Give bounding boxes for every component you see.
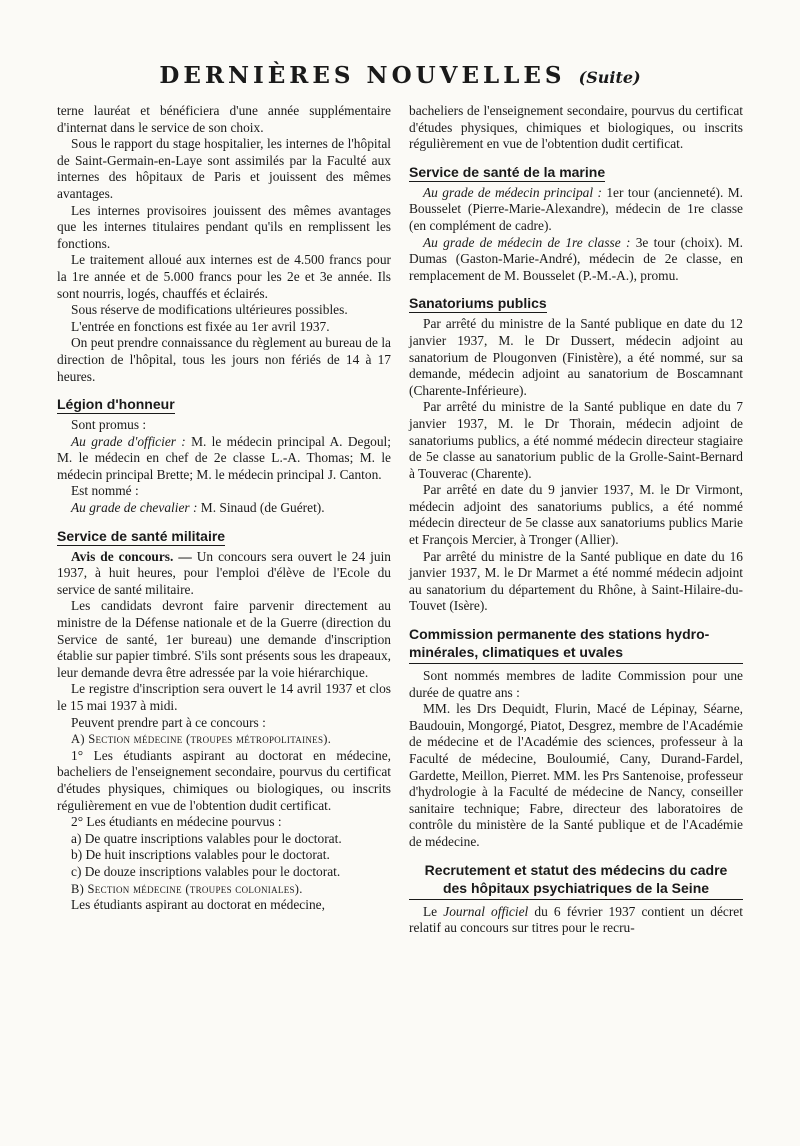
paragraph: Au grade de médecin de 1re classe : 3e tour (choix). M. Dumas (Gaston-Marie-André), médecin de 2e classe, en remplacement de M. Bousselet (P.-M.-A.), promu.: [409, 234, 743, 283]
section-heading-militaire: Service de santé militaire: [57, 527, 226, 544]
paragraph: 1° Les étudiants aspirant au doctorat en médecine, bacheliers de l'enseignement secondaire, pourvus du certificat d'études physiques, chimiques ou biologiques, ou inscrits régulièrement en vue de l'obtention dudit certificat.: [57, 747, 391, 813]
paragraph: Par arrêté du ministre de la Santé publique en date du 7 janvier 1937, M. le Dr Thorain, médecin adjoint de sanatoriums publics, a été nommé médecin directeur stagiaire de 5e classe au sanatorium public de la Grolle-Saint-Bernard à Touverac (Charente).: [409, 399, 743, 481]
paragraph: Les internes provisoires jouissent des mêmes avantages que les internes titulaires pendant qu'ils en remplissent les fonctions.: [57, 202, 391, 251]
paragraph: c) De douze inscriptions valables pour le doctorat.: [71, 863, 341, 879]
paragraph: A) Section médecine (troupes métropolitaines).: [71, 732, 332, 747]
paragraph: Le Journal officiel du 6 février 1937 contient un décret relatif au concours sur titres pour le recru-: [409, 903, 743, 936]
paragraph: Par arrêté du ministre de la Santé publique en date du 12 janvier 1937, M. le Dr Dussert, médecin adjoint au sanatorium de Plougonven (Finistère), a été nommé, sur sa demande, médecin adjoint au sanatorium de Boscamnant (Charente-Inférieure).: [409, 316, 743, 398]
paragraph: Au grade de médecin principal : 1er tour (ancienneté). M. Bousselet (Pierre-Marie-Alexandre), médecin de 1re classe (en complément de cadre).: [409, 184, 743, 233]
paragraph: Sont nommés membres de ladite Commission pour une durée de quatre ans :: [409, 668, 743, 700]
paragraph: Le traitement alloué aux internes est de 4.500 francs pour la 1re année et de 5.000 francs pour les 2e et 3e année. Ils sont nourris, logés, chauffés et éclairés.: [57, 252, 391, 301]
paragraph: On peut prendre connaissance du règlement au bureau de la direction de l'hôpital, tous les jours non fériés de 14 à 17 heures.: [57, 335, 391, 384]
paragraph: terne lauréat et bénéficiera d'une année supplémentaire d'internat dans le service de son choix.: [57, 103, 391, 135]
paragraph: bacheliers de l'enseignement secondaire, pourvus du certificat d'études physiques, chimiques et biologiques, ou inscrits régulièrement en vue de l'obtention dudit certificat.: [409, 103, 743, 152]
avis-label: Avis de concours. —: [71, 548, 192, 564]
section-heading-marine: Service de santé de la marine: [409, 163, 606, 180]
journal-title: Journal officiel: [443, 903, 529, 919]
grade-label: Au grade de médecin principal :: [423, 184, 602, 200]
paragraph: Les candidats devront faire parvenir directement au ministre de la Défense nationale et de la Guerre (direction du Service de santé, 1er bureau) une demande d'inscription établie sur papier timbré. S'ils sont présents sous les drapeaux, leur demande devra être adressée par la voie hiérarchique.: [57, 598, 391, 680]
section-heading-recrutement: Recrutement et statut des médecins du cadre des hôpitaux psychiatriques de la Seine: [409, 861, 743, 900]
grade-label: Au grade de médecin de 1re classe :: [423, 234, 631, 250]
page-title: DERNIÈRES NOUVELLES: [159, 62, 566, 89]
grade-label: Au grade de chevalier :: [71, 500, 198, 516]
paragraph: b) De huit inscriptions valables pour le doctorat.: [71, 847, 330, 863]
paragraph: MM. les Drs Dequidt, Flurin, Macé de Lépinay, Séarne, Baudouin, Mongorgé, Piatot, Desgrez, membre de l'Académie de médecine et de l'Académie des sciences, professeur à la Faculté de médecine, Bouloumié, Cany, Durand-Fardel, Gardette, Meillon, Pierret. MM. les Prs Santenoise, professeur d'hydrologie à la Faculté de médecine de Nancy, conseiller sanitaire technique; Fabre, directeur des laboratoires de contrôle du ministère de la Santé publique et de l'Académie de médecine.: [409, 701, 743, 849]
paragraph: Sont promus :: [71, 417, 147, 433]
paragraph: Par arrêté en date du 9 janvier 1937, M. le Dr Virmont, médecin adjoint des sanatoriums publics, a été nommé médecin directeur de 5e classe aux sanatoriums publics Marie et François Mercier, à Tronger (Allier).: [409, 482, 743, 548]
paragraph: Par arrêté du ministre de la Santé publique en date du 16 janvier 1937, M. le Dr Marmet a été nommé médecin adjoint au sanatorium du département du Rhône, à Saint-Hilaire-du-Touvet (Isère).: [409, 548, 743, 614]
section-heading-sanatoriums: Sanatoriums publics: [409, 295, 547, 312]
paragraph: Est nommé :: [71, 483, 139, 499]
grade-label: Au grade d'officier :: [71, 433, 186, 449]
paragraph: Au grade de chevalier : M. Sinaud (de Guéret).: [71, 500, 325, 516]
page-title-suite: (Suite): [578, 68, 641, 87]
left-column: [57, 103, 391, 914]
section-heading-legion: Légion d'honneur: [57, 396, 175, 413]
section-heading-commission: Commission permanente des stations hydro- minérales, climatiques et uvales: [409, 625, 743, 664]
paragraph: Les étudiants aspirant au doctorat en médecine,: [71, 897, 325, 913]
paragraph: Le registre d'inscription sera ouvert le 14 avril 1937 et clos le 15 mai 1937 à midi.: [57, 681, 391, 713]
page-header: [0, 62, 800, 89]
paragraph: Sous le rapport du stage hospitalier, les internes de l'hôpital de Saint-Germain-en-Laye sont assimilés par la Faculté aux internes des hôpitaux de Paris et jouissent des mêmes avantages.: [57, 136, 391, 201]
paragraph: 2° Les étudiants en médecine pourvus :: [71, 814, 282, 830]
paragraph: Au grade d'officier : M. le médecin principal A. Degoul; M. le médecin en chef de 2e classe L.-A. Thomas; M. le médecin principal Brette; M. le médecin principal J. Canton.: [57, 433, 391, 482]
paragraph: Peuvent prendre part à ce concours :: [71, 714, 266, 730]
paragraph: a) De quatre inscriptions valables pour le doctorat.: [71, 830, 342, 846]
paragraph: B) Section médecine (troupes coloniales).: [71, 881, 303, 896]
paragraph: Sous réserve de modifications ultérieures possibles.: [71, 302, 348, 318]
paragraph: L'entrée en fonctions est fixée au 1er avril 1937.: [71, 318, 330, 334]
paragraph: Avis de concours. — Un concours sera ouvert le 24 juin 1937, à huit heures, pour l'emploi d'élève de l'Ecole du service de santé militaire.: [57, 548, 391, 597]
right-column: [409, 103, 743, 937]
